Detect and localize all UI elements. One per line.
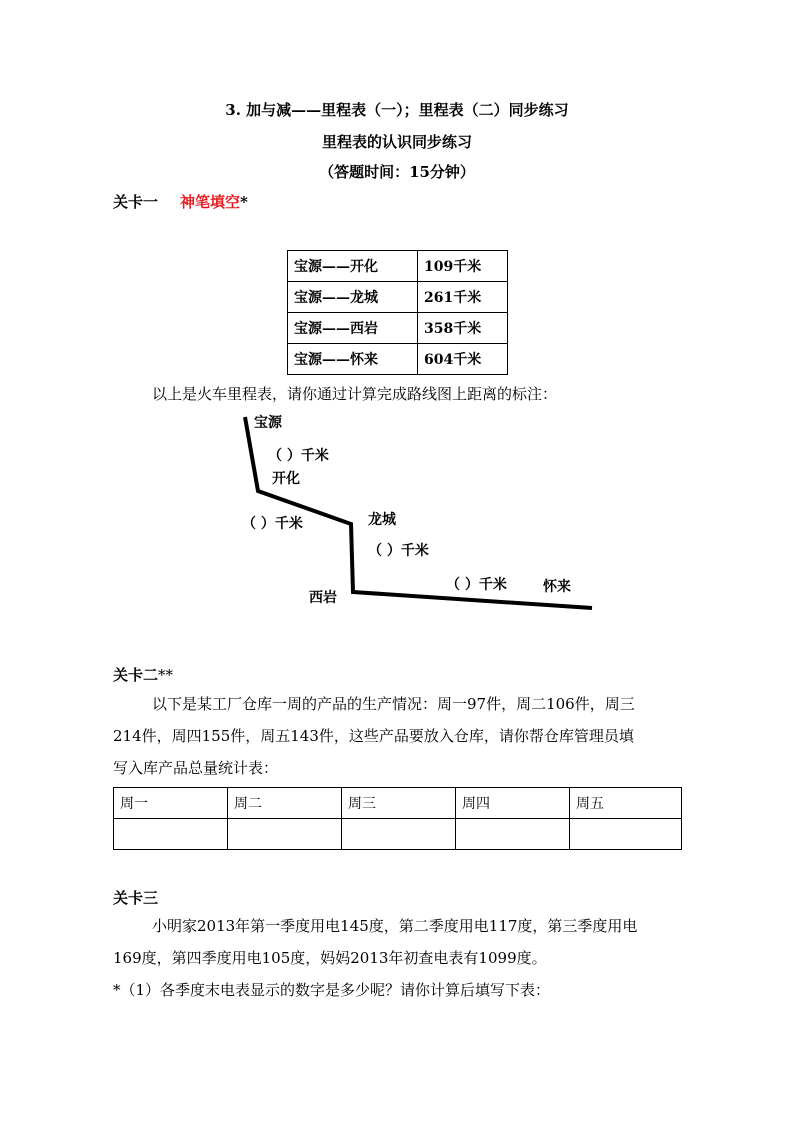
blank-longcheng-xiyan: （ ）千米	[368, 543, 429, 559]
level1-star: *	[240, 193, 248, 211]
distance-cell: 358千米	[418, 313, 508, 344]
distance-cell: 604千米	[418, 344, 508, 375]
distance-cell: 261千米	[418, 282, 508, 313]
time-note: （答题时间：15分钟）	[319, 163, 475, 181]
station-longcheng: 龙城	[368, 512, 396, 528]
blank-xiyan-huailai: （ ）千米	[446, 577, 507, 593]
level2-heading	[113, 664, 173, 685]
level1-instruction: 以上是火车里程表，请你通过计算完成路线图上距离的标注：	[152, 385, 558, 403]
distance-cell: 109千米	[418, 251, 508, 282]
table-row	[288, 282, 508, 313]
empty-cell[interactable]	[456, 819, 570, 850]
mileage-table	[287, 250, 508, 375]
blank-baoyuan-kaihua: （ ）千米	[268, 448, 329, 464]
header-cell: 周三	[342, 788, 456, 819]
route-cell: 宝源——龙城	[288, 282, 418, 313]
empty-cell[interactable]	[342, 819, 456, 850]
station-kaihua: 开化	[272, 471, 300, 487]
header-cell: 周一	[114, 788, 228, 819]
header-cell: 周二	[228, 788, 342, 819]
level2-para-line: 214件，周四155件，周五143件，这些产品要放入仓库，请你帮仓库管理员填	[113, 727, 634, 745]
table-row	[288, 313, 508, 344]
empty-cell[interactable]	[114, 819, 228, 850]
table-row	[288, 344, 508, 375]
table-row	[288, 251, 508, 282]
header-cell: 周五	[570, 788, 682, 819]
table-header-row	[114, 788, 682, 819]
route-cell: 宝源——西岩	[288, 313, 418, 344]
level1-label: 关卡一	[113, 193, 159, 211]
level2-para-line: 以下是某工厂仓库一周的产品的生产情况：周一97件，周二106件，周三	[152, 695, 635, 713]
level3-para-line: 169度，第四季度用电105度，妈妈2013年初查电表有1099度。	[113, 949, 547, 967]
empty-cell[interactable]	[570, 819, 682, 850]
station-baoyuan: 宝源	[254, 415, 282, 431]
header-cell: 周四	[456, 788, 570, 819]
blank-kaihua-longcheng: （ ）千米	[242, 516, 303, 532]
station-huailai: 怀来	[543, 579, 571, 595]
route-diagram	[228, 404, 596, 620]
level2-para-line: 写入库产品总量统计表：	[113, 759, 279, 777]
level2-label: 关卡二	[113, 666, 159, 684]
station-xiyan: 西岩	[309, 590, 337, 606]
level1-heading	[113, 191, 248, 212]
warehouse-table	[113, 787, 682, 850]
route-cell: 宝源——怀来	[288, 344, 418, 375]
level3-para-line: 小明家2013年第一季度用电145度，第二季度用电117度，第三季度用电	[152, 917, 638, 935]
route-cell: 宝源——开化	[288, 251, 418, 282]
route-line	[228, 404, 596, 620]
level3-question: *（1）各季度末电表显示的数字是多少呢？请你计算后填写下表：	[113, 981, 551, 999]
empty-cell[interactable]	[228, 819, 342, 850]
table-row	[114, 819, 682, 850]
level2-star: **	[158, 666, 174, 684]
level3-heading: 关卡三	[113, 889, 159, 907]
page-subtitle: 里程表的认识同步练习	[321, 133, 472, 151]
page-title: 3. 加与减——里程表（一）；里程表（二）同步练习	[225, 101, 569, 119]
level1-title: 神笔填空	[180, 193, 241, 211]
